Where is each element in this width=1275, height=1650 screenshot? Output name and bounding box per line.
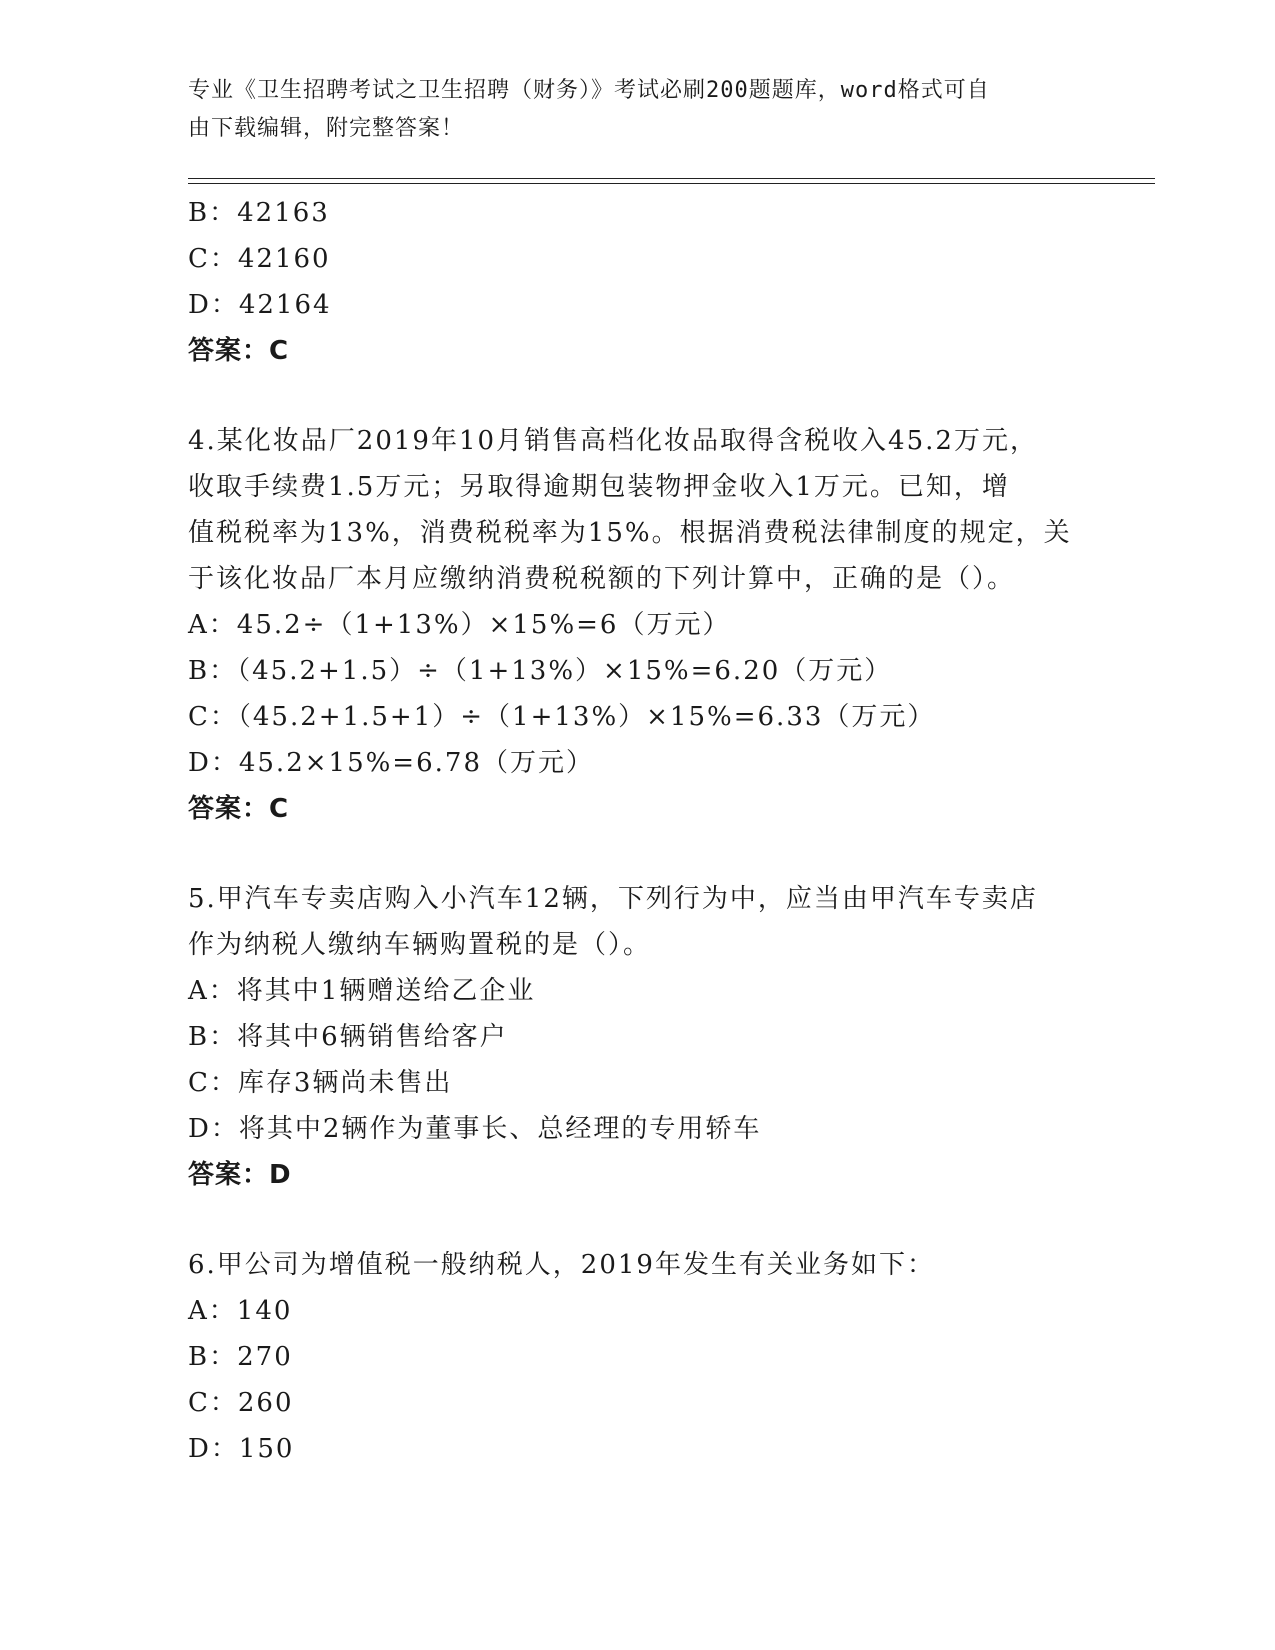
header-title-line-1: 专业《卫生招聘考试之卫生招聘（财务）》考试必刷200题题库，word格式可自	[188, 78, 990, 103]
option-b: B：270	[188, 1342, 293, 1372]
question-stem-line: 5.甲汽车专卖店购入小汽车12辆，下列行为中，应当由甲汽车专卖店	[188, 884, 1038, 914]
document-header	[188, 72, 1068, 148]
option-b: B：（45.2+1.5）÷（1+13%）×15%=6.20（万元）	[188, 656, 893, 686]
document-body	[188, 190, 1088, 1472]
option-d: D：将其中2辆作为董事长、总经理的专用轿车	[188, 1114, 762, 1144]
question-4	[188, 418, 1088, 832]
question-stem-line: 6.甲公司为增值税一般纳税人，2019年发生有关业务如下：	[188, 1250, 935, 1280]
question-stem-line: 作为纳税人缴纳车辆购置税的是（）。	[188, 930, 652, 960]
answer-line: 答案：D	[188, 1160, 292, 1190]
option-b: B：将其中6辆销售给客户	[188, 1022, 508, 1052]
option-d: D：150	[188, 1434, 295, 1464]
question-stem-line: 值税税率为13%，消费税税率为15%。根据消费税法律制度的规定，关	[188, 518, 1072, 548]
option-c: C：（45.2+1.5+1）÷（1+13%）×15%=6.33（万元）	[188, 702, 936, 732]
question-stem-line: 于该化妆品厂本月应缴纳消费税税额的下列计算中，正确的是（）。	[188, 564, 1016, 594]
question-stem-line: 4.某化妆品厂2019年10月销售高档化妆品取得含税收入45.2万元，	[188, 426, 1038, 456]
question-5	[188, 876, 1088, 1198]
option-b: B：42163	[188, 198, 330, 228]
option-c: C：库存3辆尚未售出	[188, 1068, 453, 1098]
option-a: A：45.2÷（1+13%）×15%=6（万元）	[188, 610, 731, 640]
answer-line: 答案：C	[188, 794, 290, 824]
option-a: A：140	[188, 1296, 293, 1326]
answer-line: 答案：C	[188, 336, 290, 366]
option-a: A：将其中1辆赠送给乙企业	[188, 976, 536, 1006]
header-title-line-2: 由下载编辑，附完整答案！	[188, 116, 465, 141]
option-d: D：45.2×15%=6.78（万元）	[188, 748, 594, 778]
header-divider	[188, 178, 1155, 184]
question-6	[188, 1242, 1088, 1472]
question-3-continued	[188, 190, 1088, 374]
option-c: C：260	[188, 1388, 294, 1418]
option-d: D：42164	[188, 290, 332, 320]
question-stem-line: 收取手续费1.5万元；另取得逾期包装物押金收入1万元。已知，增	[188, 472, 1010, 502]
option-c: C：42160	[188, 244, 331, 274]
